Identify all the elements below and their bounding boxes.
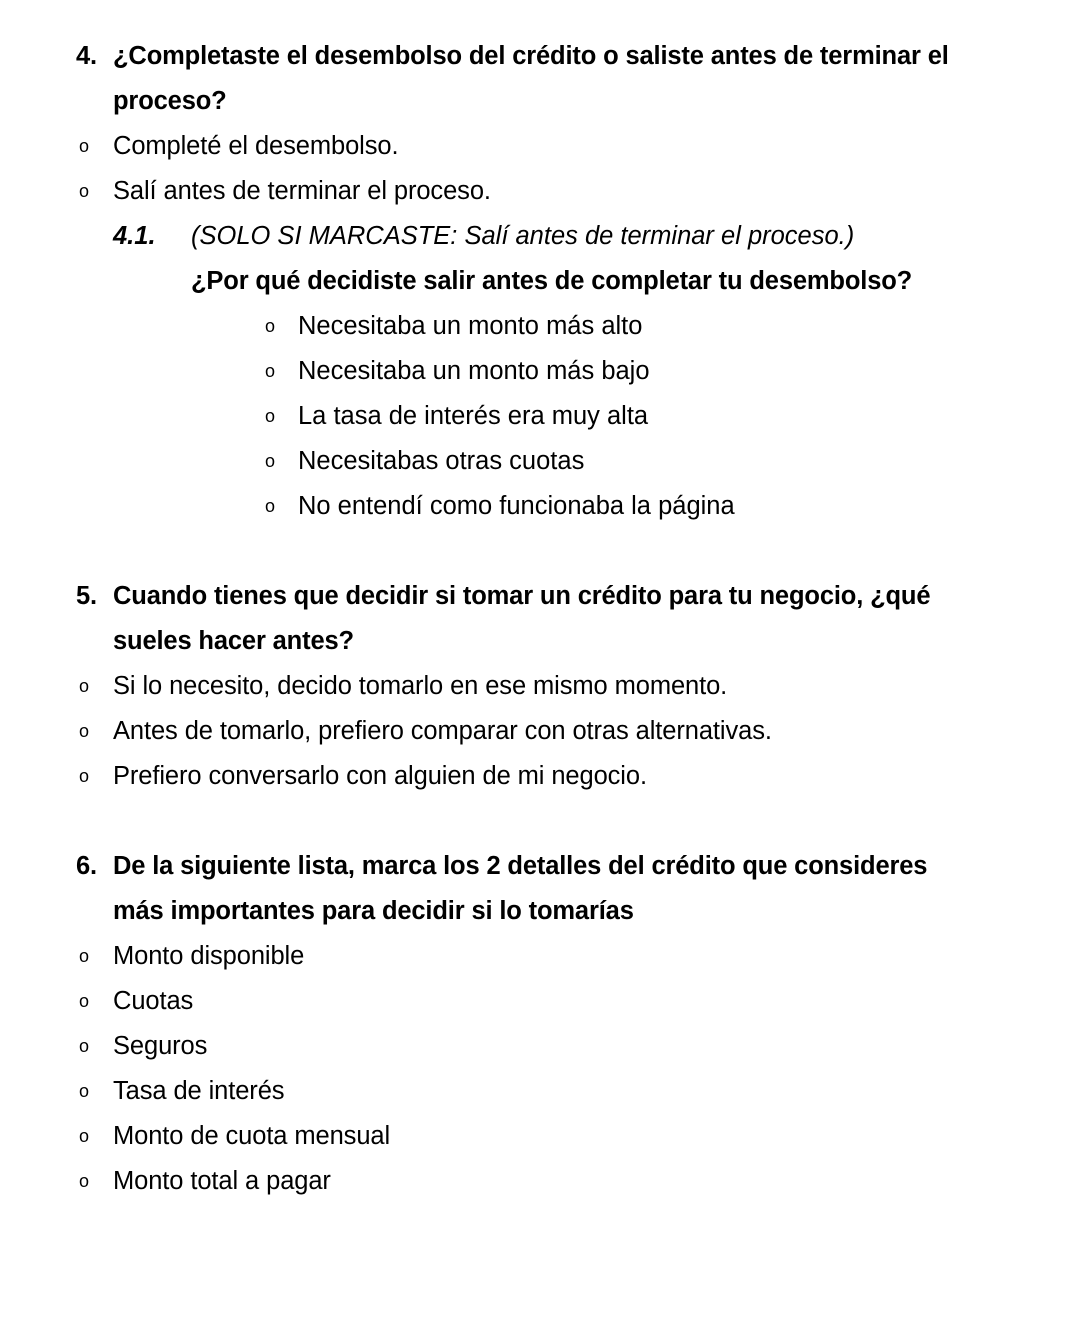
question-heading-row [76, 34, 955, 124]
option-row[interactable] [76, 169, 955, 214]
question-number: 4. [76, 42, 97, 70]
option-label: Salí antes de terminar el proceso. [113, 177, 491, 205]
subquestion-prompt: ¿Por qué decidiste salir antes de completar tu desembolso? [191, 267, 913, 295]
circle-bullet-icon: o [79, 1126, 89, 1146]
circle-bullet-icon: o [79, 946, 89, 966]
subquestion-block-4-1 [113, 214, 955, 529]
suboption-label: No entendí como funcionaba la página [298, 492, 735, 520]
question-block-4 [76, 34, 955, 529]
subquestion-condition-text: (SOLO SI MARCASTE: Salí antes de terminar el proceso.) [191, 222, 855, 250]
suboption-row[interactable] [265, 394, 955, 439]
circle-bullet-icon: o [79, 1171, 89, 1191]
subquestion-option-list [265, 304, 955, 529]
circle-bullet-icon: o [79, 1036, 89, 1056]
option-row[interactable] [76, 664, 955, 709]
suboption-label: Necesitaba un monto más bajo [298, 357, 650, 385]
circle-bullet-icon: o [79, 676, 89, 696]
suboption-label: La tasa de interés era muy alta [298, 402, 649, 430]
option-label: Monto disponible [113, 942, 305, 970]
question-heading-text: De la siguiente lista, marca los 2 detalles del crédito que consideres más importantes para decidir si lo tomarías [113, 852, 928, 925]
question-heading-row [76, 844, 955, 934]
circle-bullet-icon: o [265, 406, 276, 426]
question-number: 5. [76, 582, 97, 610]
circle-bullet-icon: o [265, 316, 276, 336]
question-number: 6. [76, 852, 97, 880]
option-label: Seguros [113, 1032, 208, 1060]
question-heading-text: Cuando tienes que decidir si tomar un crédito para tu negocio, ¿qué sueles hacer antes? [113, 582, 931, 655]
circle-bullet-icon: o [79, 136, 89, 156]
option-row[interactable] [76, 934, 955, 979]
option-label: Prefiero conversarlo con alguien de mi negocio. [113, 762, 647, 790]
option-label: Cuotas [113, 987, 194, 1015]
circle-bullet-icon: o [79, 1081, 89, 1101]
question-block-6 [76, 844, 955, 1204]
circle-bullet-icon: o [265, 496, 276, 516]
question-heading-text: ¿Completaste el desembolso del crédito o saliste antes de terminar el proceso? [113, 42, 949, 115]
suboption-row[interactable] [265, 439, 955, 484]
circle-bullet-icon: o [79, 991, 89, 1011]
option-label: Monto total a pagar [113, 1167, 331, 1195]
subquestion-condition-row [113, 214, 955, 259]
suboption-row[interactable] [265, 349, 955, 394]
option-row[interactable] [76, 709, 955, 754]
suboption-row[interactable] [265, 484, 955, 529]
subquestion-number: 4.1. [113, 222, 156, 250]
section-spacer [76, 529, 955, 574]
option-row[interactable] [76, 1069, 955, 1114]
option-row[interactable] [76, 1024, 955, 1069]
question-block-5 [76, 574, 955, 799]
option-label: Antes de tomarlo, prefiero comparar con otras alternativas. [113, 717, 772, 745]
option-label: Completé el desembolso. [113, 132, 399, 160]
suboption-label: Necesitabas otras cuotas [298, 447, 585, 475]
option-row[interactable] [76, 1114, 955, 1159]
option-row[interactable] [76, 754, 955, 799]
option-row[interactable] [76, 979, 955, 1024]
option-label: Si lo necesito, decido tomarlo en ese mismo momento. [113, 672, 728, 700]
circle-bullet-icon: o [79, 766, 89, 786]
option-label: Monto de cuota mensual [113, 1122, 391, 1150]
circle-bullet-icon: o [79, 721, 89, 741]
option-row[interactable] [76, 124, 955, 169]
circle-bullet-icon: o [265, 451, 276, 471]
suboption-row[interactable] [265, 304, 955, 349]
section-spacer [76, 799, 955, 844]
circle-bullet-icon: o [265, 361, 276, 381]
question-heading-row [76, 574, 955, 664]
option-row[interactable] [76, 1159, 955, 1204]
circle-bullet-icon: o [79, 181, 89, 201]
suboption-label: Necesitaba un monto más alto [298, 312, 643, 340]
option-label: Tasa de interés [113, 1077, 285, 1105]
